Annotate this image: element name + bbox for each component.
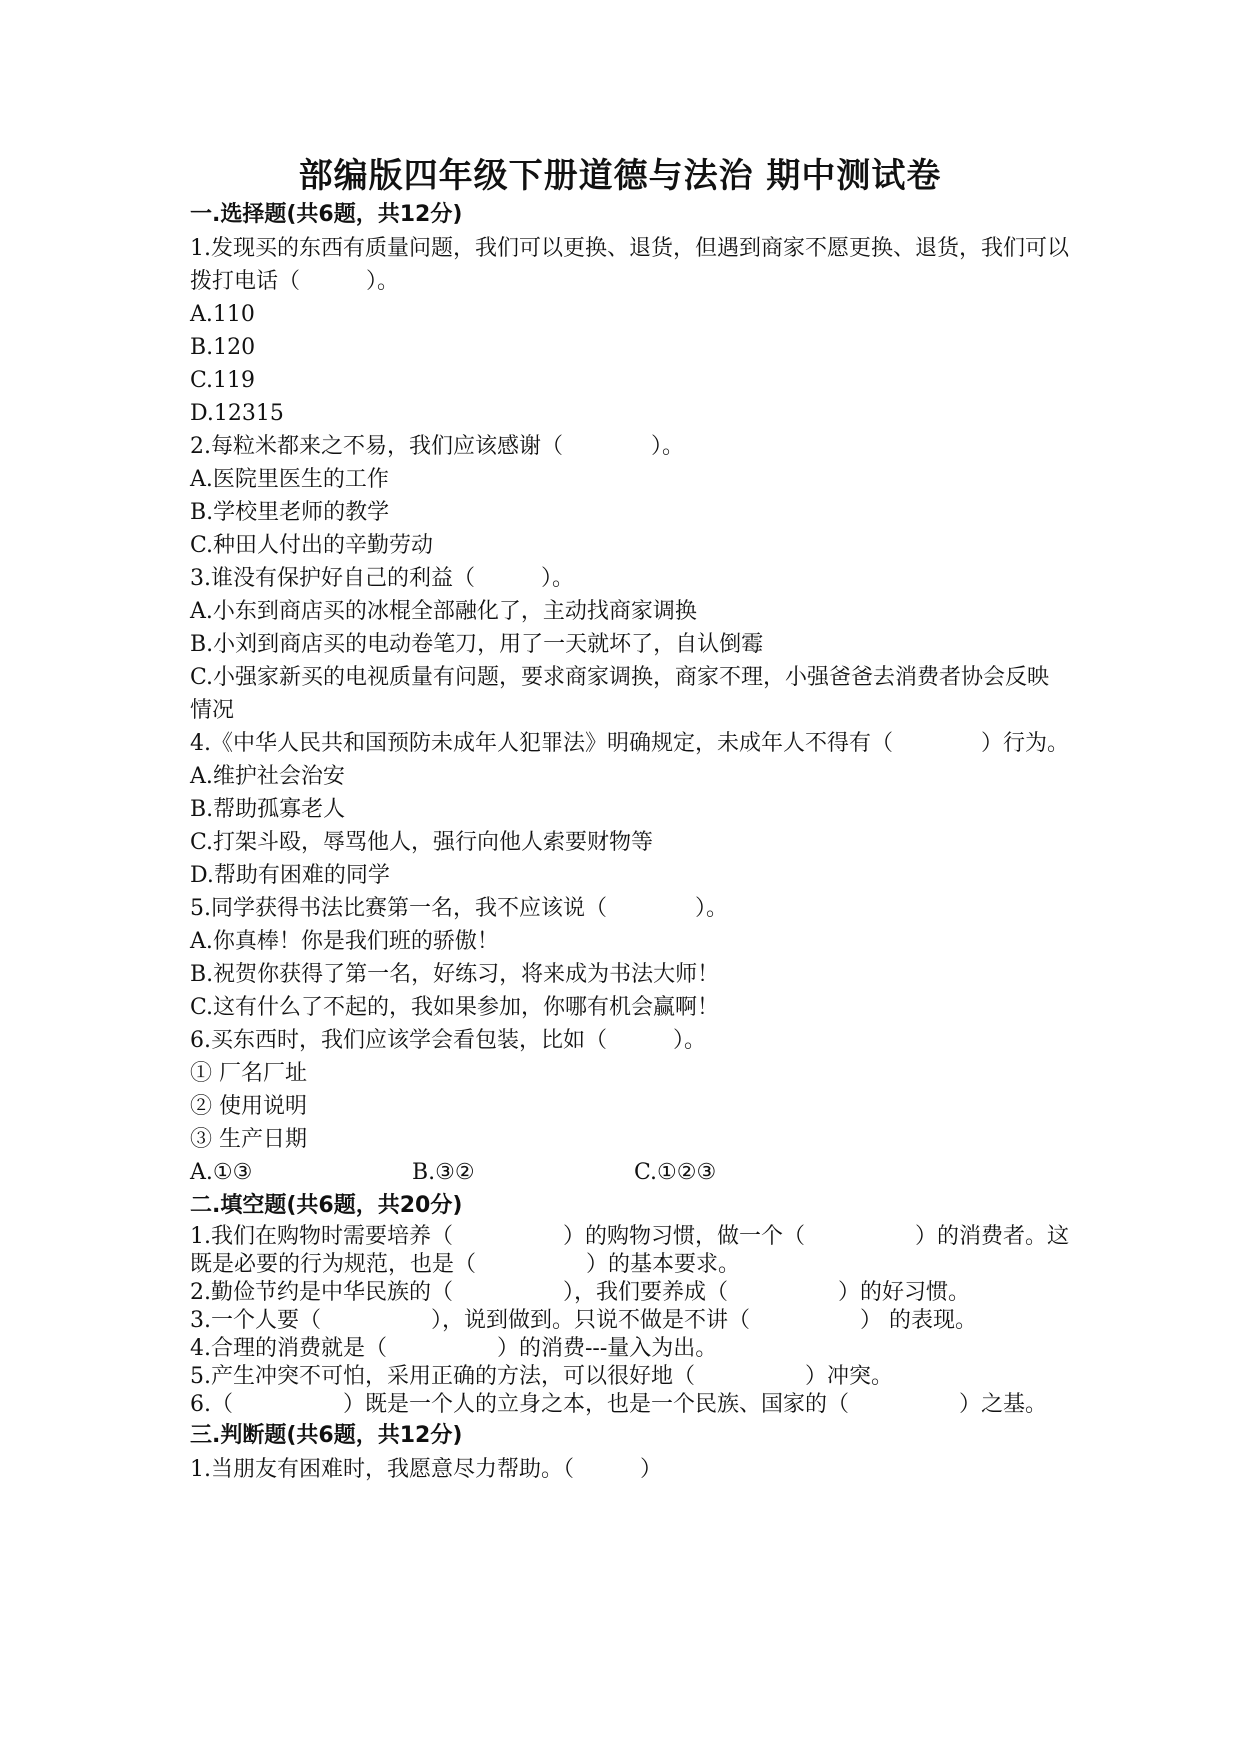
choice-a: A.①③ xyxy=(190,1160,253,1185)
option-b: B.学校里老师的教学 xyxy=(190,500,390,525)
question-5 xyxy=(190,892,1070,1024)
option-c: C.119 xyxy=(190,368,256,393)
option-a: A.小东到商店买的冰棍全部融化了，主动找商家调换 xyxy=(190,599,697,624)
option-b: B.祝贺你获得了第一名，好练习，将来成为书法大师！ xyxy=(190,962,720,987)
exam-content xyxy=(190,198,1070,1486)
question-stem: 4.《中华人民共和国预防未成年人犯罪法》明确规定，未成年人不得有（ ）行为。 xyxy=(190,731,1069,756)
question-3 xyxy=(190,562,1070,727)
choice-c: C.①②③ xyxy=(634,1160,717,1185)
option-b: B.小刘到商店买的电动卷笔刀，用了一天就坏了，自认倒霉 xyxy=(190,632,764,657)
section-title-fill: 二.填空题(共6题，共20分) xyxy=(190,1193,463,1218)
page-title: 部编版四年级下册道德与法治 期中测试卷 xyxy=(298,156,942,196)
question-1 xyxy=(190,232,1070,430)
option-d: D.12315 xyxy=(190,401,284,426)
option-b: B.帮助孤寡老人 xyxy=(190,797,346,822)
option-c: C.这有什么了不起的，我如果参加，你哪有机会赢啊！ xyxy=(190,995,720,1020)
option-a: A.医院里医生的工作 xyxy=(190,467,389,492)
item-2: ② 使用说明 xyxy=(190,1094,307,1119)
question-stem: 1.发现买的东西有质量问题，我们可以更换、退货，但遇到商家不愿更换、退货，我们可以拨打电话（ ）。 xyxy=(190,236,1069,294)
fill-question-2: 2.勤俭节约是中华民族的（ ），我们要养成（ ）的好习惯。 xyxy=(190,1280,970,1305)
item-3: ③ 生产日期 xyxy=(190,1127,307,1152)
question-stem: 5.同学获得书法比赛第一名，我不应该说（ ）。 xyxy=(190,896,728,921)
question-stem: 2.每粒米都来之不易，我们应该感谢（ ）。 xyxy=(190,434,684,459)
question-2 xyxy=(190,430,1070,562)
option-c: C.小强家新买的电视质量有问题，要求商家调换，商家不理，小强爸爸去消费者协会反映情况 xyxy=(190,665,1050,723)
section-title-judge: 三.判断题(共6题，共12分) xyxy=(190,1423,463,1448)
section-title-choice: 一.选择题(共6题，共12分) xyxy=(190,202,463,227)
option-a: A.110 xyxy=(190,302,255,327)
fill-question-3: 3.一个人要（ ），说到做到。只说不做是不讲（ ） 的表现。 xyxy=(190,1308,977,1333)
option-c: C.打架斗殴，辱骂他人，强行向他人索要财物等 xyxy=(190,830,654,855)
fill-question-6: 6.（ ）既是一个人的立身之本，也是一个民族、国家的（ ）之基。 xyxy=(190,1392,1047,1417)
question-stem: 3.谁没有保护好自己的利益（ ）。 xyxy=(190,566,574,591)
option-c: C.种田人付出的辛勤劳动 xyxy=(190,533,434,558)
fill-question-1: 1.我们在购物时需要培养（ ）的购物习惯，做一个（ ）的消费者。这既是必要的行为规范，也是（ ）的基本要求。 xyxy=(190,1224,1069,1277)
fill-question-5: 5.产生冲突不可怕，采用正确的方法，可以很好地（ ）冲突。 xyxy=(190,1364,893,1389)
choice-b: B.③② xyxy=(412,1160,475,1185)
fill-question-4: 4.合理的消费就是（ ）的消费---量入为出。 xyxy=(190,1336,718,1361)
question-4 xyxy=(190,727,1070,892)
choice-row xyxy=(190,1156,1070,1189)
question-6 xyxy=(190,1024,1070,1189)
question-stem: 6.买东西时，我们应该学会看包装，比如（ ）。 xyxy=(190,1028,706,1053)
option-a: A.你真棒！你是我们班的骄傲！ xyxy=(190,929,499,954)
option-b: B.120 xyxy=(190,335,256,360)
option-a: A.维护社会治安 xyxy=(190,764,345,789)
judge-question-1: 1.当朋友有困难时，我愿意尽力帮助。（ ） xyxy=(190,1457,662,1482)
option-d: D.帮助有困难的同学 xyxy=(190,863,390,888)
item-1: ① 厂名厂址 xyxy=(190,1061,307,1086)
